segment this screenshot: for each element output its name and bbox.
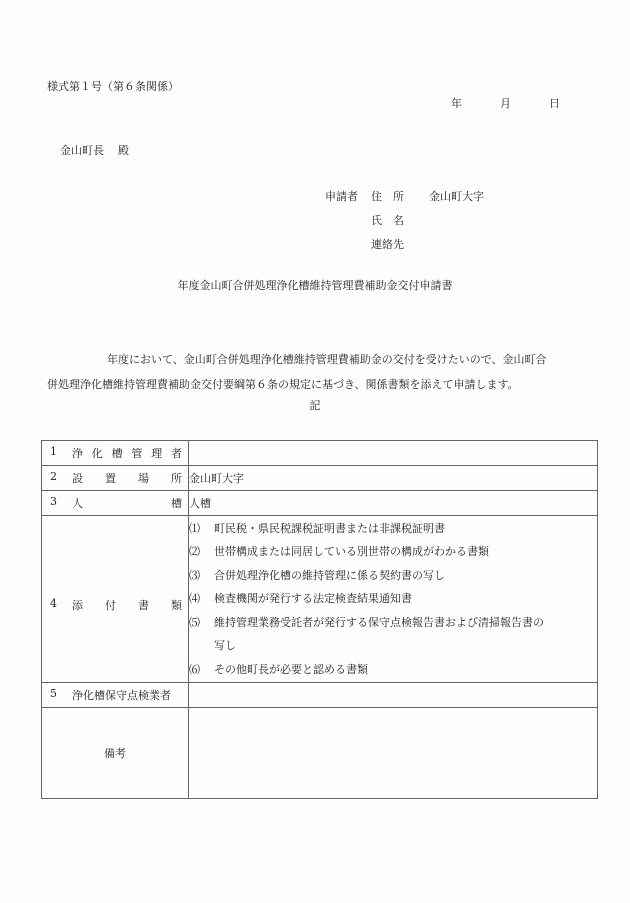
table-row: [42, 441, 598, 466]
attachment-item-continuation: 写し: [214, 639, 236, 653]
applicant-role-label: 申請者: [325, 190, 358, 203]
statement-line-2: 併処理浄化槽維持管理費補助金交付要綱第６条の規定に基づき、関係書類を添えて申請します。: [47, 378, 519, 391]
remarks-field[interactable]: [189, 708, 598, 799]
row-label: 2 設 置 場 所: [42, 466, 189, 491]
address-label: 住 所: [371, 190, 404, 203]
addressee-honorific: 殿: [118, 144, 129, 157]
attachment-item: ⑷ 検査機関が発行する法定検査結果通知書: [189, 592, 412, 606]
attachment-item: ⑶ 合併処理浄化槽の維持管理に係る契約書の写し: [189, 568, 445, 582]
address-value[interactable]: 金山町大字: [429, 190, 484, 203]
attachment-item: ⑵ 世帯構成または同居している別世帯の構成がわかる書類: [189, 545, 489, 559]
form-number: 様式第１号（第６条関係）: [47, 80, 179, 93]
row-label: 1 浄 化 槽 管 理 者: [42, 441, 189, 466]
date-year-label: 年: [451, 97, 462, 110]
statement-line-1: 年度において、金山町合併処理浄化槽維持管理費補助金の交付を受けたいので、金山町合: [107, 353, 547, 366]
application-table: [41, 440, 598, 799]
application-statement: [47, 347, 603, 397]
row-label: 5 浄化槽保守点検業者: [42, 683, 189, 708]
applicant-block: [325, 185, 484, 257]
addressee-name: 金山町長: [60, 144, 104, 157]
row-label: 4 添 付 書 類: [42, 516, 189, 683]
tank-capacity-field[interactable]: 人槽: [189, 491, 598, 516]
name-label: 氏 名: [371, 214, 404, 227]
attachment-item: ⑸ 維持管理業務受託者が発行する保守点検報告書および清掃報告書の: [189, 615, 544, 629]
ki-heading: 記: [309, 399, 321, 412]
contact-label: 連絡先: [371, 238, 404, 251]
table-row: [42, 683, 598, 708]
attachments-list: [189, 516, 598, 683]
date-month-label: 月: [500, 97, 511, 110]
maintenance-contractor-field[interactable]: [189, 683, 598, 708]
table-row: [42, 516, 598, 683]
attachment-item: ⑹ その他町長が必要と認める書類: [189, 662, 368, 676]
table-row: [42, 708, 598, 799]
remarks-label: 備考: [42, 708, 189, 799]
table-row: [42, 466, 598, 491]
installation-location-field[interactable]: 金山町大字: [189, 466, 598, 491]
table-row: [42, 491, 598, 516]
septic-tank-manager-field[interactable]: [189, 441, 598, 466]
addressee: [60, 142, 129, 158]
date-day-label: 日: [549, 97, 560, 110]
document-title: 年度金山町合併処理浄化槽維持管理費補助金交付申請書: [177, 279, 453, 292]
row-label: 3 人 槽: [42, 491, 189, 516]
attachment-item: ⑴ 町民税・県民税課税証明書または非課税証明書: [189, 522, 445, 536]
